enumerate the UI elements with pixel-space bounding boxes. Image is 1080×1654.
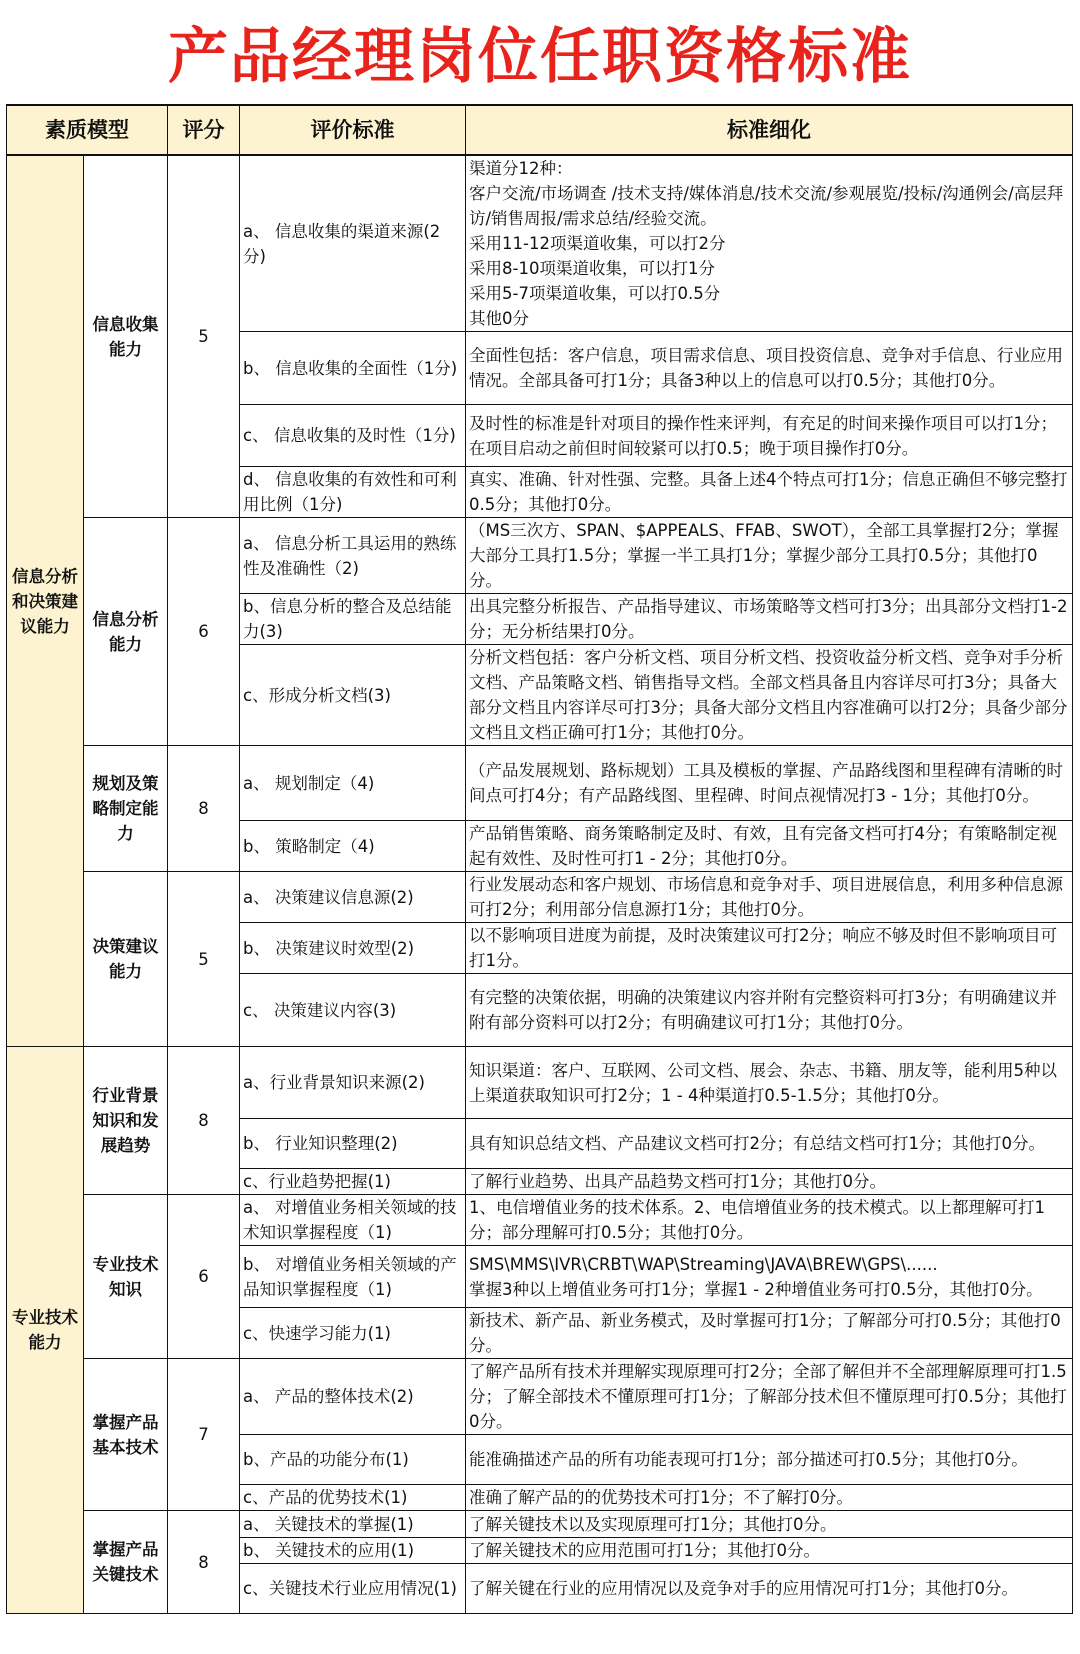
detail-cell: 知识渠道：客户、互联网、公司文档、展会、杂志、书籍、朋友等，能利用5种以上渠道获取知识可打2分；1 - 4种渠道打0.5-1.5分；其他打0分。: [466, 1047, 1073, 1119]
criterion-cell: c、形成分析文档(3): [240, 645, 466, 746]
ability-cell: 专业技术知识: [84, 1195, 168, 1359]
table-row: [7, 1511, 1073, 1538]
table-row: [7, 155, 1073, 332]
criterion-cell: c、 决策建议内容(3): [240, 974, 466, 1047]
detail-cell: 分析文档包括：客户分析文档、项目分析文档、投资收益分析文档、竞争对手分析文档、产品策略文档、销售指导文档。全部文档具备且内容详尽可打3分；具备大部分文档且内容详尽可打3分；具备大部分文档且内容准确可以打2分；具备少部分文档且文档正确可打1分；其他打0分。: [466, 645, 1073, 746]
criterion-cell: b、 对增值业务相关领域的产品知识掌握程度（1): [240, 1246, 466, 1308]
table-row: [7, 518, 1073, 594]
score-cell: 5: [168, 155, 240, 518]
criterion-cell: a、 规划制定（4): [240, 746, 466, 821]
score-cell: 6: [168, 518, 240, 746]
quality-model-cell: 专业技术能力: [7, 1047, 84, 1614]
detail-cell: 出具完整分析报告、产品指导建议、市场策略等文档可打3分；出具部分文档打1-2分；无分析结果打0分。: [466, 594, 1073, 645]
detail-cell: 有完整的决策依据，明确的决策建议内容并附有完整资料可打3分；有明确建议并附有部分资料可以打2分；有明确建议可打1分；其他打0分。: [466, 974, 1073, 1047]
detail-cell: 及时性的标准是针对项目的操作性来评判，有充足的时间来操作项目可以打1分；在项目启动之前但时间较紧可以打0.5；晚于项目操作打0分。: [466, 405, 1073, 467]
detail-cell: （MS三次方、SPAN、$APPEALS、FFAB、SWOT），全部工具掌握打2分；掌握大部分工具打1.5分；掌握一半工具打1分；掌握少部分工具打0.5分；其他打0分。: [466, 518, 1073, 594]
criterion-cell: c、 信息收集的及时性（1分): [240, 405, 466, 467]
detail-cell: 行业发展动态和客户规划、市场信息和竞争对手、项目进展信息，利用多种信息源可打2分；利用部分信息源打1分；其他打0分。: [466, 872, 1073, 923]
score-cell: 5: [168, 872, 240, 1047]
detail-cell: 了解关键技术以及实现原理可打1分；其他打0分。: [466, 1511, 1073, 1538]
ability-cell: 规划及策略制定能力: [84, 746, 168, 872]
table-row: [7, 872, 1073, 923]
detail-cell: 产品销售策略、商务策略制定及时、有效，且有完备文档可打4分；有策略制定视起有效性、及时性可打1 - 2分；其他打0分。: [466, 821, 1073, 872]
ability-cell: 掌握产品基本技术: [84, 1359, 168, 1511]
table-row: [7, 1047, 1073, 1119]
detail-cell: 1、电信增值业务的技术体系。2、电信增值业务的技术模式。以上都理解可打1分；部分理解可打0.5分；其他打0分。: [466, 1195, 1073, 1246]
detail-cell: 了解行业趋势、出具产品趋势文档可打1分；其他打0分。: [466, 1169, 1073, 1195]
detail-cell: 新技术、新产品、新业务模式，及时掌握可打1分；了解部分可打0.5分；其他打0分。: [466, 1308, 1073, 1359]
header-criteria: 评价标准: [240, 105, 466, 155]
criterion-cell: b、 策略制定（4): [240, 821, 466, 872]
table-row: [7, 1195, 1073, 1246]
criterion-cell: c、行业趋势把握(1): [240, 1169, 466, 1195]
detail-cell: 了解关键在行业的应用情况以及竞争对手的应用情况可打1分；其他打0分。: [466, 1564, 1073, 1614]
detail-cell: 了解产品所有技术并理解实现原理可打2分；全部了解但并不全部理解原理可打1.5分；了解全部技术不懂原理可打1分；了解部分技术但不懂原理可打0.5分；其他打0分。: [466, 1359, 1073, 1435]
detail-cell: 准确了解产品的的优势技术可打1分；不了解打0分。: [466, 1485, 1073, 1511]
criterion-cell: b、信息分析的整合及总结能力(3): [240, 594, 466, 645]
criterion-cell: b、 行业知识整理(2): [240, 1119, 466, 1169]
detail-cell: 能准确描述产品的所有功能表现可打1分；部分描述可打0.5分；其他打0分。: [466, 1435, 1073, 1485]
criterion-cell: a、行业背景知识来源(2): [240, 1047, 466, 1119]
detail-cell: 全面性包括：客户信息，项目需求信息、项目投资信息、竞争对手信息、行业应用情况。全部具备可打1分；具备3种以上的信息可以打0.5分；其他打0分。: [466, 332, 1073, 405]
score-cell: 8: [168, 1047, 240, 1195]
score-cell: 8: [168, 746, 240, 872]
score-cell: 7: [168, 1359, 240, 1511]
qualification-table: [6, 104, 1073, 1614]
criterion-cell: a、 关键技术的掌握(1): [240, 1511, 466, 1538]
ability-cell: 信息分析能力: [84, 518, 168, 746]
detail-cell: （产品发展规划、路标规划）工具及模板的掌握、产品路线图和里程碑有清晰的时间点可打4分；有产品路线图、里程碑、时间点视情况打3 - 1分；其他打0分。: [466, 746, 1073, 821]
detail-cell: 真实、准确、针对性强、完整。具备上述4个特点可打1分；信息正确但不够完整打0.5分；其他打0分。: [466, 467, 1073, 518]
criterion-cell: b、产品的功能分布(1): [240, 1435, 466, 1485]
table-row: [7, 746, 1073, 821]
ability-cell: 信息收集能力: [84, 155, 168, 518]
detail-cell: 了解关键技术的应用范围可打1分；其他打0分。: [466, 1538, 1073, 1564]
criterion-cell: c、快速学习能力(1): [240, 1308, 466, 1359]
header-quality-model: 素质模型: [7, 105, 168, 155]
header-row: [7, 105, 1073, 155]
criterion-cell: c、产品的优势技术(1): [240, 1485, 466, 1511]
score-cell: 8: [168, 1511, 240, 1614]
criterion-cell: b、 决策建议时效型(2): [240, 923, 466, 974]
score-cell: 6: [168, 1195, 240, 1359]
page-title: 产品经理岗位任职资格标准: [168, 22, 912, 92]
criterion-cell: a、 信息收集的渠道来源(2分): [240, 155, 466, 332]
criterion-cell: a、 产品的整体技术(2): [240, 1359, 466, 1435]
header-score: 评分: [168, 105, 240, 155]
criterion-cell: d、 信息收集的有效性和可利用比例（1分): [240, 467, 466, 518]
ability-cell: 掌握产品关键技术: [84, 1511, 168, 1614]
ability-cell: 决策建议能力: [84, 872, 168, 1047]
criterion-cell: b、 关键技术的应用(1): [240, 1538, 466, 1564]
criterion-cell: a、 对增值业务相关领域的技术知识掌握程度（1): [240, 1195, 466, 1246]
detail-cell: 以不影响项目进度为前提，及时决策建议可打2分；响应不够及时但不影响项目可打1分。: [466, 923, 1073, 974]
detail-cell: 具有知识总结文档、产品建议文档可打2分；有总结文档可打1分；其他打0分。: [466, 1119, 1073, 1169]
header-detail: 标准细化: [466, 105, 1073, 155]
ability-cell: 行业背景知识和发展趋势: [84, 1047, 168, 1195]
detail-cell: 渠道分12种： 客户交流/市场调查 /技术支持/媒体消息/技术交流/参观展览/投标/沟通例会/高层拜访/销售周报/需求总结/经验交流。 采用11-12项渠道收集，可以打2分 采用8-10项渠道收集，可以打1分 采用5-7项渠道收集，可以打0.5分 其他0分: [466, 155, 1073, 332]
criterion-cell: a、 信息分析工具运用的熟练性及准确性（2): [240, 518, 466, 594]
criterion-cell: c、关键技术行业应用情况(1): [240, 1564, 466, 1614]
table-row: [7, 1359, 1073, 1435]
quality-model-cell: 信息分析和决策建议能力: [7, 155, 84, 1047]
detail-cell: SMS\MMS\IVR\CRBT\WAP\Streaming\JAVA\BREW\GPS\...... 掌握3种以上增值业务可打1分；掌握1 - 2种增值业务可打0.5分，其他打0分。: [466, 1246, 1073, 1308]
criterion-cell: b、 信息收集的全面性（1分): [240, 332, 466, 405]
criterion-cell: a、 决策建议信息源(2): [240, 872, 466, 923]
